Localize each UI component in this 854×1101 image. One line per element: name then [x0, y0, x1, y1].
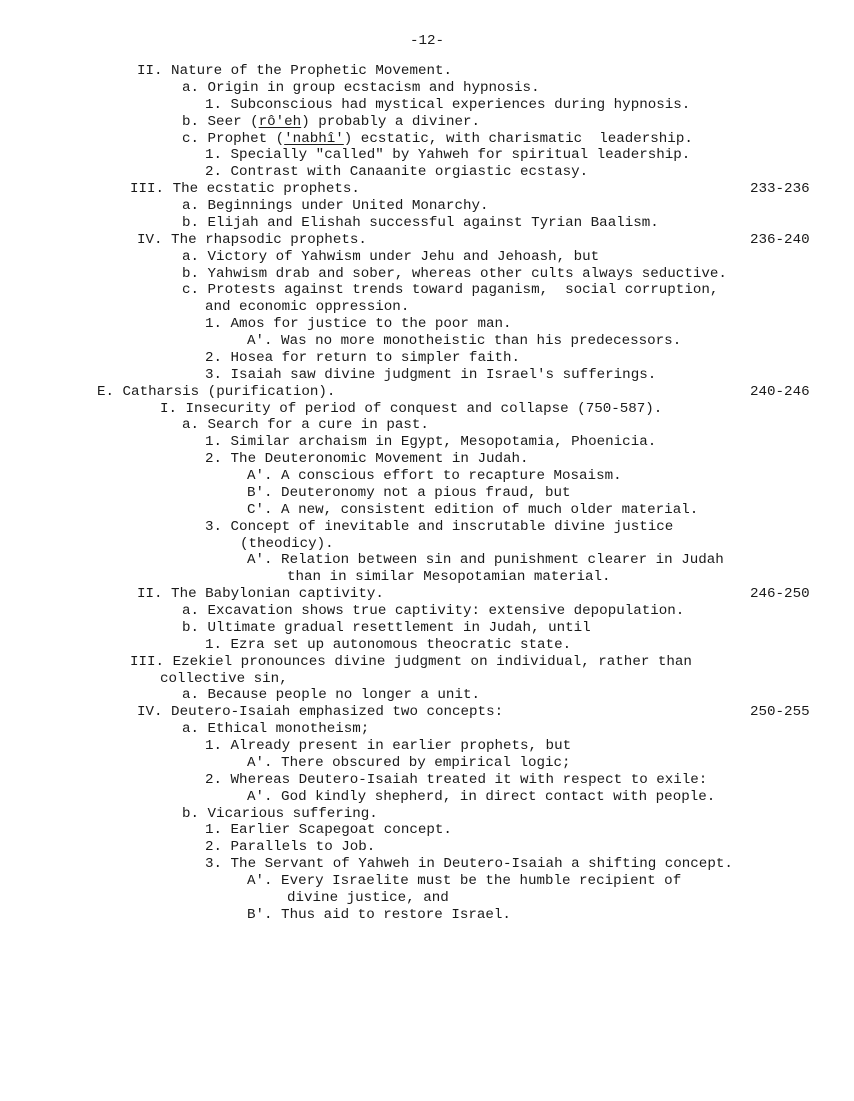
- outline-line: [0, 586, 854, 603]
- outline-text: II. Nature of the Prophetic Movement.: [137, 63, 453, 79]
- outline-text: B'. Thus aid to restore Israel.: [247, 906, 511, 923]
- outline-line: [0, 97, 854, 114]
- outline-line: [0, 215, 854, 232]
- outline-text: a. Search for a cure in past.: [182, 417, 429, 434]
- outline-line: [0, 637, 854, 654]
- outline-text: [182, 114, 480, 131]
- outline-text: 2. Whereas Deutero-Isaiah treated it with respect to exile:: [205, 771, 708, 788]
- outline-text: A'. A conscious effort to recapture Mosaism.: [247, 468, 622, 484]
- page-reference: 250-255: [750, 704, 810, 721]
- outline-line: [0, 131, 854, 148]
- outline-text: 3. Concept of inevitable and inscrutable divine justice: [205, 518, 674, 535]
- outline-text: divine justice, and: [287, 889, 449, 906]
- outline-text: a. Because people no longer a unit.: [182, 687, 480, 704]
- outline-line: [0, 704, 854, 721]
- outline-text: 2. Contrast with Canaanite orgiastic ecstasy.: [205, 164, 589, 181]
- outline-text: a. Origin in group ecstacism and hypnosis.: [182, 79, 540, 96]
- outline-text: 1. Already present in earlier prophets, but: [205, 738, 572, 754]
- outline-line: [0, 181, 854, 198]
- outline-line: [0, 789, 854, 806]
- outline-text: 3. Isaiah saw divine judgment in Israel's sufferings.: [205, 366, 657, 383]
- outline-line: [0, 350, 854, 367]
- outline-text: A'. God kindly shepherd, in direct contact with people.: [247, 788, 716, 805]
- outline-text: 1. Earlier Scapegoat concept.: [205, 822, 452, 839]
- outline-line: [0, 671, 854, 688]
- outline-line: [0, 890, 854, 907]
- outline-text: A'. There obscured by empirical logic;: [247, 754, 571, 771]
- outline-text: I. Insecurity of period of conquest and collapse (750-587).: [160, 400, 663, 417]
- outline-line: [0, 451, 854, 468]
- outline-line: [0, 468, 854, 485]
- outline-line: [0, 485, 854, 502]
- page-reference: 240-246: [750, 383, 810, 400]
- outline-line: [0, 367, 854, 384]
- outline-text: B'. Deuteronomy not a pious fraud, but: [247, 484, 571, 501]
- page-reference: 233-236: [750, 181, 810, 198]
- outline-line: [0, 401, 854, 418]
- outline-line: [0, 502, 854, 519]
- outline-text: IV. The rhapsodic prophets.: [137, 231, 367, 248]
- outline-line: [0, 63, 854, 80]
- outline-line: [0, 620, 854, 637]
- outline-line: [0, 738, 854, 755]
- text-part: c. Prophet (: [182, 130, 285, 147]
- outline-text: A'. Every Israelite must be the humble recipient of: [247, 873, 682, 889]
- outline-text: collective sin,: [160, 670, 288, 687]
- outline-line: [0, 164, 854, 181]
- outline-line: [0, 282, 854, 299]
- text-part: ) ecstatic, with charismatic leadership.: [343, 130, 693, 147]
- outline-line: [0, 417, 854, 434]
- outline-text: 1. Specially "called" by Yahweh for spiritual leadership.: [205, 147, 691, 164]
- outline-text: 1. Amos for justice to the poor man.: [205, 316, 512, 333]
- outline-line: [0, 721, 854, 738]
- outline-text: [182, 131, 693, 148]
- outline-line: [0, 434, 854, 451]
- outline-text: III. Ezekiel pronounces divine judgment on individual, rather than: [130, 653, 692, 670]
- outline-text: E. Catharsis (purification).: [97, 383, 336, 400]
- outline-text: 2. The Deuteronomic Movement in Judah.: [205, 451, 529, 468]
- outline-text: (theodicy).: [240, 535, 334, 552]
- hebrew-term: 'nabhî': [284, 130, 344, 147]
- hebrew-term: rô'eh: [258, 113, 302, 130]
- outline-text: III. The ecstatic prophets.: [130, 181, 360, 198]
- outline-line: [0, 856, 854, 873]
- outline-text: than in similar Mesopotamian material.: [287, 569, 611, 586]
- outline-text: b. Vicarious suffering.: [182, 805, 378, 822]
- outline-text: a. Victory of Yahwism under Jehu and Jehoash, but: [182, 248, 600, 265]
- outline-line: [0, 266, 854, 283]
- outline-line: [0, 907, 854, 924]
- outline-line: [0, 536, 854, 553]
- outline-text: b. Yahwism drab and sober, whereas other cults always seductive.: [182, 265, 727, 282]
- outline-line: [0, 654, 854, 671]
- outline-text: 1. Similar archaism in Egypt, Mesopotamia, Phoenicia.: [205, 434, 657, 451]
- outline-line: [0, 839, 854, 856]
- outline-line: [0, 552, 854, 569]
- outline-line: [0, 232, 854, 249]
- page-number: -12-: [409, 33, 445, 49]
- outline-line: [0, 147, 854, 164]
- outline-text: 2. Parallels to Job.: [205, 839, 376, 856]
- outline-line: [0, 822, 854, 839]
- outline-line: [0, 384, 854, 401]
- outline-text: C'. A new, consistent edition of much older material.: [247, 501, 699, 518]
- outline-line: [0, 519, 854, 536]
- outline-line: [0, 198, 854, 215]
- outline-line: [0, 249, 854, 266]
- outline-text: b. Ultimate gradual resettlement in Judah, until: [182, 619, 591, 636]
- outline-line: [0, 687, 854, 704]
- outline-line: [0, 333, 854, 350]
- outline-line: [0, 316, 854, 333]
- outline-line: [0, 114, 854, 131]
- page-reference: 246-250: [750, 586, 810, 603]
- text-part: b. Seer (: [182, 113, 259, 130]
- page-reference: 236-240: [750, 231, 810, 248]
- outline-text: IV. Deutero-Isaiah emphasized two concepts:: [137, 704, 504, 721]
- outline-text: 3. The Servant of Yahweh in Deutero-Isaiah a shifting concept.: [205, 856, 733, 873]
- outline-text: A'. Relation between sin and punishment clearer in Judah: [247, 552, 724, 569]
- outline-line: [0, 569, 854, 586]
- outline-text: b. Elijah and Elishah successful against Tyrian Baalism.: [182, 214, 659, 231]
- text-part: ) probably a diviner.: [301, 113, 480, 130]
- outline-text: and economic oppression.: [205, 299, 410, 316]
- outline-text: 1. Subconscious had mystical experiences during hypnosis.: [205, 96, 691, 113]
- outline-line: [0, 299, 854, 316]
- outline-text: a. Excavation shows true captivity: extensive depopulation.: [182, 603, 685, 619]
- outline-line: [0, 806, 854, 823]
- outline-text: 1. Ezra set up autonomous theocratic state.: [205, 636, 572, 653]
- outline-line: [0, 755, 854, 772]
- outline-text: 2. Hosea for return to simpler faith.: [205, 349, 521, 366]
- outline-line: [0, 80, 854, 97]
- outline-text: c. Protests against trends toward paganism, social corruption,: [182, 282, 719, 299]
- outline-text: II. The Babylonian captivity.: [137, 586, 384, 603]
- outline-text: a. Ethical monotheism;: [182, 721, 370, 738]
- outline-text: a. Beginnings under United Monarchy.: [182, 198, 489, 214]
- outline: [0, 63, 854, 924]
- outline-line: [0, 603, 854, 620]
- outline-line: [0, 772, 854, 789]
- outline-text: A'. Was no more monotheistic than his predecessors.: [247, 333, 682, 349]
- outline-line: [0, 873, 854, 890]
